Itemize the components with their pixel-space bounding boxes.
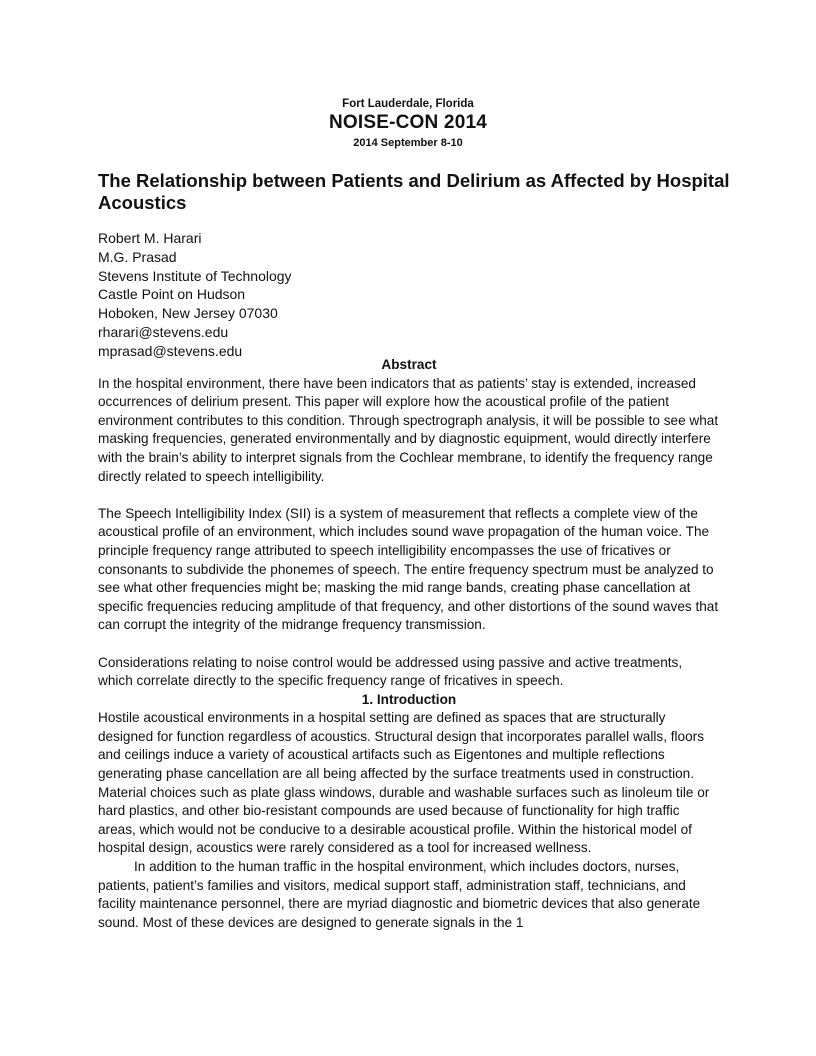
author-block (98, 229, 598, 361)
author-email: mprasad@stevens.edu (98, 342, 243, 359)
conference-name: NOISE-CON 2014 (328, 112, 488, 133)
abstract-paragraph: Considerations relating to noise control would be addressed using passive and active treatments, which correlate directly to the specific frequency range of fricatives in speech. (98, 654, 683, 689)
abstract-heading: Abstract (381, 357, 437, 372)
abstract-paragraph: The Speech Intelligibility Index (SII) is a system of measurement that reflects a complete view of the acoustical profile of an environment, which includes sound wave propagation of the human voice. The principle frequency range attributed to speech intelligibility encompasses the use of fricatives or consonants to subdivide the phonemes of speech. The entire frequency spectrum must be analyzed to see what other frequencies might be; masking the mid range bands, creating phase cancellation at specific frequencies reducing amplitude of that frequency, and other distortions of the sound waves that can corrupt the integrity of the midrange frequency transmission. (98, 505, 719, 633)
author-name: M.G. Prasad (98, 248, 177, 265)
author-address: Hoboken, New Jersey 07030 (98, 305, 278, 322)
conference-location: Fort Lauderdale, Florida (342, 98, 474, 110)
paper-title: The Relationship between Patients and Delirium as Affected by Hospital Acoustics (98, 170, 730, 213)
introduction-paragraph: Hostile acoustical environments in a hospital setting are defined as spaces that are structurally designed for function regardless of acoustics. Structural design that incorporates parallel walls, floors and ceilings induce a variety of acoustical artifacts such as Eigentones and multiple reflections generating phase cancellation are all being affected by the surface treatments used in construction. Material choices such as plate glass windows, durable and washable surfaces such as linoleum tile or hard plastics, and other bio-resistant compounds are used because of functionality for high traffic areas, which would not be conducive to a desirable acoustical profile. Within the historical model of hospital design, acoustics were rarely considered as a tool for increased wellness. (98, 710, 710, 856)
introduction-paragraph: In addition to the human traffic in the hospital environment, which includes doctors, nurses, patients, patient’s families and visitors, medical support staff, administration staff, technicians, and facility maintenance personnel, there are myriad diagnostic and biometric devices that also generate sound. Most of these devices are designed to generate signals in the 1 (98, 859, 701, 930)
author-affiliation: Stevens Institute of Technology (98, 267, 292, 284)
introduction-heading: 1. Introduction (361, 691, 457, 707)
conference-date: 2014 September 8-10 (353, 137, 463, 149)
paragraph-gap (98, 486, 720, 505)
author-address: Castle Point on Hudson (98, 286, 246, 303)
paragraph-gap (98, 635, 720, 654)
abstract-paragraph: In the hospital environment, there have been indicators that as patients’ stay is extended, increased occurrences of delirium present. This paper will explore how the acoustical profile of the patient environment contributes to this condition. Through spectrograph analysis, it will be possible to see what masking frequencies, generated environmentally and by diagnostic equipment, would directly interfere with the brain’s ability to interpret signals from the Cochlear membrane, to identify the frequency range directly related to speech intelligibility. (98, 375, 719, 484)
author-name: Robert M. Harari (98, 230, 202, 246)
paper-body (98, 356, 720, 932)
author-email: rharari@stevens.edu (98, 323, 229, 340)
